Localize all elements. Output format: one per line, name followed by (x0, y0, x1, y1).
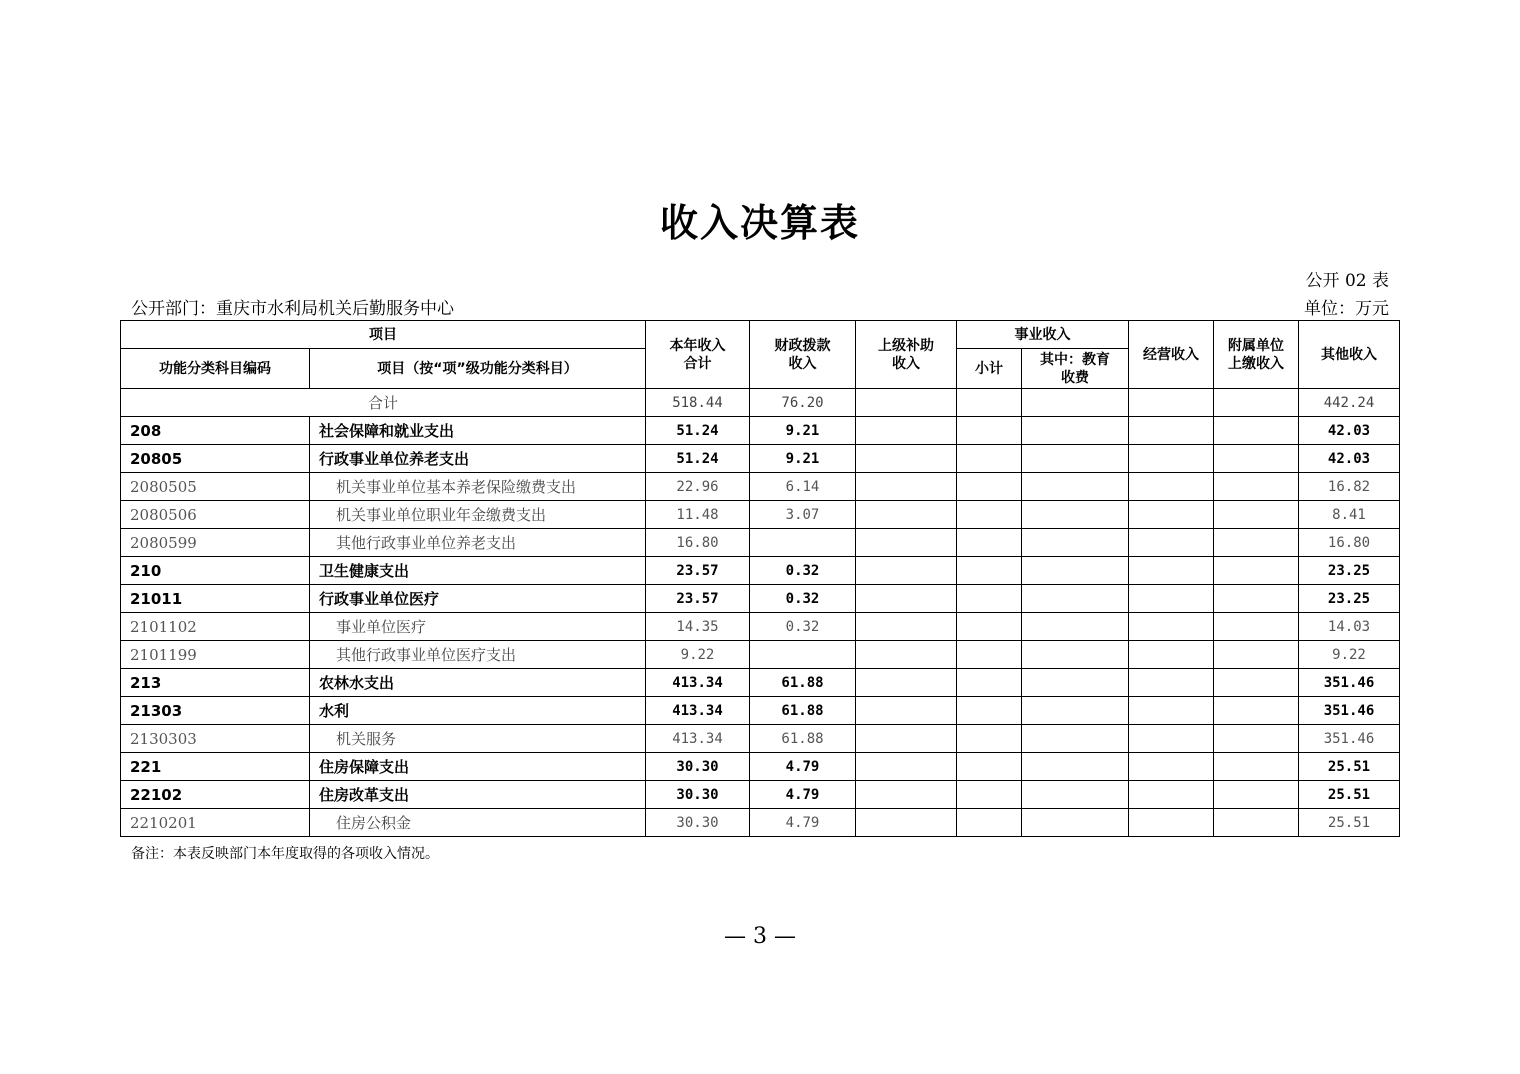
header-superior-subsidy: 上级补助收入 (856, 321, 957, 389)
total-education-cell (1022, 389, 1129, 417)
table-row (121, 753, 1400, 781)
row-code: 2130303 (121, 725, 310, 753)
row-name: 机关事业单位职业年金缴费支出 (310, 501, 646, 529)
row-subtotal-cell (957, 585, 1022, 613)
row-other: 25.51 (1299, 781, 1400, 809)
header-other: 其他收入 (1299, 321, 1400, 389)
row-name: 住房保障支出 (310, 753, 646, 781)
row-other: 351.46 (1299, 697, 1400, 725)
total-subtotal-cell (957, 389, 1022, 417)
row-operating-cell (1129, 725, 1214, 753)
row-name: 住房公积金 (310, 809, 646, 837)
row-code: 2210201 (121, 809, 310, 837)
row-name: 水利 (310, 697, 646, 725)
form-number: 公开 02 表 (1305, 271, 1389, 291)
table-row (121, 641, 1400, 669)
row-superior-cell (856, 753, 957, 781)
table-row (121, 557, 1400, 585)
row-subtotal-cell (957, 781, 1022, 809)
row-other: 351.46 (1299, 669, 1400, 697)
row-fiscal: 4.79 (750, 781, 856, 809)
row-education-cell (1022, 641, 1129, 669)
row-other: 25.51 (1299, 809, 1400, 837)
row-name: 住房改革支出 (310, 781, 646, 809)
row-operating-cell (1129, 669, 1214, 697)
row-total-income: 23.57 (646, 557, 750, 585)
header-education-fee: 其中：教育收费 (1022, 349, 1129, 389)
row-affiliated-cell (1214, 557, 1299, 585)
row-name: 卫生健康支出 (310, 557, 646, 585)
row-total-income: 51.24 (646, 417, 750, 445)
row-subtotal-cell (957, 753, 1022, 781)
total-row (121, 389, 1400, 417)
row-code: 2080505 (121, 473, 310, 501)
total-affiliated-cell (1214, 389, 1299, 417)
row-name: 农林水支出 (310, 669, 646, 697)
row-code: 2080506 (121, 501, 310, 529)
row-fiscal: 9.21 (750, 445, 856, 473)
row-other: 42.03 (1299, 445, 1400, 473)
row-code: 221 (121, 753, 310, 781)
row-education-cell (1022, 473, 1129, 501)
row-subtotal-cell (957, 529, 1022, 557)
row-fiscal: 0.32 (750, 613, 856, 641)
row-name: 其他行政事业单位养老支出 (310, 529, 646, 557)
row-name: 其他行政事业单位医疗支出 (310, 641, 646, 669)
row-other: 23.25 (1299, 585, 1400, 613)
table-row (121, 501, 1400, 529)
table-row (121, 809, 1400, 837)
row-operating-cell (1129, 557, 1214, 585)
row-subtotal-cell (957, 669, 1022, 697)
header-operating: 经营收入 (1129, 321, 1214, 389)
total-income-value: 518.44 (646, 389, 750, 417)
row-total-income: 30.30 (646, 753, 750, 781)
row-superior-cell (856, 529, 957, 557)
table-row (121, 781, 1400, 809)
row-affiliated-cell (1214, 501, 1299, 529)
table-row (121, 725, 1400, 753)
row-subtotal-cell (957, 557, 1022, 585)
header-business-income: 事业收入 (957, 321, 1129, 349)
row-code: 2101102 (121, 613, 310, 641)
header-affiliated: 附属单位上缴收入 (1214, 321, 1299, 389)
row-affiliated-cell (1214, 613, 1299, 641)
row-code: 22102 (121, 781, 310, 809)
row-other: 16.80 (1299, 529, 1400, 557)
row-code: 20805 (121, 445, 310, 473)
row-code: 2080599 (121, 529, 310, 557)
table-row (121, 417, 1400, 445)
row-total-income: 413.34 (646, 697, 750, 725)
row-total-income: 30.30 (646, 781, 750, 809)
row-subtotal-cell (957, 697, 1022, 725)
row-name: 机关服务 (310, 725, 646, 753)
row-operating-cell (1129, 529, 1214, 557)
department-label: 公开部门：重庆市水利局机关后勤服务中心 (131, 299, 454, 319)
table-row (121, 613, 1400, 641)
row-affiliated-cell (1214, 697, 1299, 725)
row-subtotal-cell (957, 445, 1022, 473)
row-superior-cell (856, 781, 957, 809)
row-superior-cell (856, 585, 957, 613)
row-other: 351.46 (1299, 725, 1400, 753)
table-row (121, 445, 1400, 473)
row-operating-cell (1129, 445, 1214, 473)
row-operating-cell (1129, 781, 1214, 809)
table-row (121, 697, 1400, 725)
row-total-income: 11.48 (646, 501, 750, 529)
table-row (121, 529, 1400, 557)
row-education-cell (1022, 529, 1129, 557)
header-subtotal: 小计 (957, 349, 1022, 389)
row-education-cell (1022, 501, 1129, 529)
row-education-cell (1022, 557, 1129, 585)
row-education-cell (1022, 725, 1129, 753)
row-superior-cell (856, 613, 957, 641)
header-code: 功能分类科目编码 (121, 349, 310, 389)
row-name: 行政事业单位医疗 (310, 585, 646, 613)
row-education-cell (1022, 697, 1129, 725)
row-total-income: 413.34 (646, 669, 750, 697)
row-name: 事业单位医疗 (310, 613, 646, 641)
row-fiscal: 9.21 (750, 417, 856, 445)
row-operating-cell (1129, 809, 1214, 837)
income-table (120, 320, 1400, 837)
row-fiscal: 0.32 (750, 585, 856, 613)
row-fiscal (750, 641, 856, 669)
row-fiscal: 61.88 (750, 669, 856, 697)
table-row (121, 669, 1400, 697)
page-number: — 3 — (724, 924, 796, 949)
row-superior-cell (856, 809, 957, 837)
row-subtotal-cell (957, 725, 1022, 753)
header-project: 项目 (121, 321, 646, 349)
table-row (121, 585, 1400, 613)
row-operating-cell (1129, 613, 1214, 641)
row-affiliated-cell (1214, 781, 1299, 809)
table-row (121, 473, 1400, 501)
row-fiscal: 3.07 (750, 501, 856, 529)
row-education-cell (1022, 585, 1129, 613)
row-affiliated-cell (1214, 669, 1299, 697)
row-subtotal-cell (957, 613, 1022, 641)
row-fiscal: 0.32 (750, 557, 856, 585)
total-operating-cell (1129, 389, 1214, 417)
header-total-income: 本年收入合计 (646, 321, 750, 389)
row-superior-cell (856, 725, 957, 753)
row-code: 213 (121, 669, 310, 697)
total-other-value: 442.24 (1299, 389, 1400, 417)
row-operating-cell (1129, 753, 1214, 781)
row-superior-cell (856, 697, 957, 725)
row-total-income: 413.34 (646, 725, 750, 753)
row-operating-cell (1129, 585, 1214, 613)
row-fiscal: 61.88 (750, 725, 856, 753)
row-education-cell (1022, 809, 1129, 837)
row-name: 机关事业单位基本养老保险缴费支出 (310, 473, 646, 501)
row-subtotal-cell (957, 473, 1022, 501)
row-education-cell (1022, 669, 1129, 697)
row-subtotal-cell (957, 417, 1022, 445)
row-operating-cell (1129, 501, 1214, 529)
row-code: 21303 (121, 697, 310, 725)
row-affiliated-cell (1214, 473, 1299, 501)
row-fiscal: 4.79 (750, 809, 856, 837)
row-affiliated-cell (1214, 529, 1299, 557)
row-other: 8.41 (1299, 501, 1400, 529)
row-other: 9.22 (1299, 641, 1400, 669)
row-total-income: 9.22 (646, 641, 750, 669)
row-affiliated-cell (1214, 585, 1299, 613)
row-fiscal: 6.14 (750, 473, 856, 501)
row-code: 210 (121, 557, 310, 585)
row-other: 42.03 (1299, 417, 1400, 445)
row-affiliated-cell (1214, 809, 1299, 837)
footnote: 备注：本表反映部门本年度取得的各项收入情况。 (131, 846, 439, 862)
row-affiliated-cell (1214, 417, 1299, 445)
row-education-cell (1022, 613, 1129, 641)
row-superior-cell (856, 473, 957, 501)
row-operating-cell (1129, 697, 1214, 725)
row-superior-cell (856, 641, 957, 669)
row-education-cell (1022, 417, 1129, 445)
header-fiscal: 财政拨款收入 (750, 321, 856, 389)
row-affiliated-cell (1214, 641, 1299, 669)
row-subtotal-cell (957, 501, 1022, 529)
row-fiscal (750, 529, 856, 557)
row-name: 行政事业单位养老支出 (310, 445, 646, 473)
row-other: 14.03 (1299, 613, 1400, 641)
row-total-income: 14.35 (646, 613, 750, 641)
document-title: 收入决算表 (659, 200, 860, 245)
row-superior-cell (856, 501, 957, 529)
unit-label: 单位：万元 (1304, 299, 1389, 319)
header-project-name: 项目（按“项”级功能分类科目） (310, 349, 646, 389)
row-affiliated-cell (1214, 725, 1299, 753)
row-subtotal-cell (957, 809, 1022, 837)
row-name: 社会保障和就业支出 (310, 417, 646, 445)
row-operating-cell (1129, 473, 1214, 501)
row-total-income: 16.80 (646, 529, 750, 557)
row-code: 2101199 (121, 641, 310, 669)
row-operating-cell (1129, 417, 1214, 445)
total-fiscal-value: 76.20 (750, 389, 856, 417)
row-education-cell (1022, 753, 1129, 781)
row-total-income: 22.96 (646, 473, 750, 501)
row-fiscal: 61.88 (750, 697, 856, 725)
row-education-cell (1022, 445, 1129, 473)
row-education-cell (1022, 781, 1129, 809)
total-label: 合计 (121, 389, 646, 417)
row-operating-cell (1129, 641, 1214, 669)
row-subtotal-cell (957, 641, 1022, 669)
row-fiscal: 4.79 (750, 753, 856, 781)
row-code: 208 (121, 417, 310, 445)
row-affiliated-cell (1214, 445, 1299, 473)
row-code: 21011 (121, 585, 310, 613)
row-affiliated-cell (1214, 753, 1299, 781)
row-total-income: 23.57 (646, 585, 750, 613)
row-total-income: 51.24 (646, 445, 750, 473)
row-other: 25.51 (1299, 753, 1400, 781)
row-superior-cell (856, 417, 957, 445)
row-total-income: 30.30 (646, 809, 750, 837)
row-other: 16.82 (1299, 473, 1400, 501)
row-superior-cell (856, 445, 957, 473)
total-superior-cell (856, 389, 957, 417)
row-superior-cell (856, 557, 957, 585)
row-other: 23.25 (1299, 557, 1400, 585)
row-superior-cell (856, 669, 957, 697)
